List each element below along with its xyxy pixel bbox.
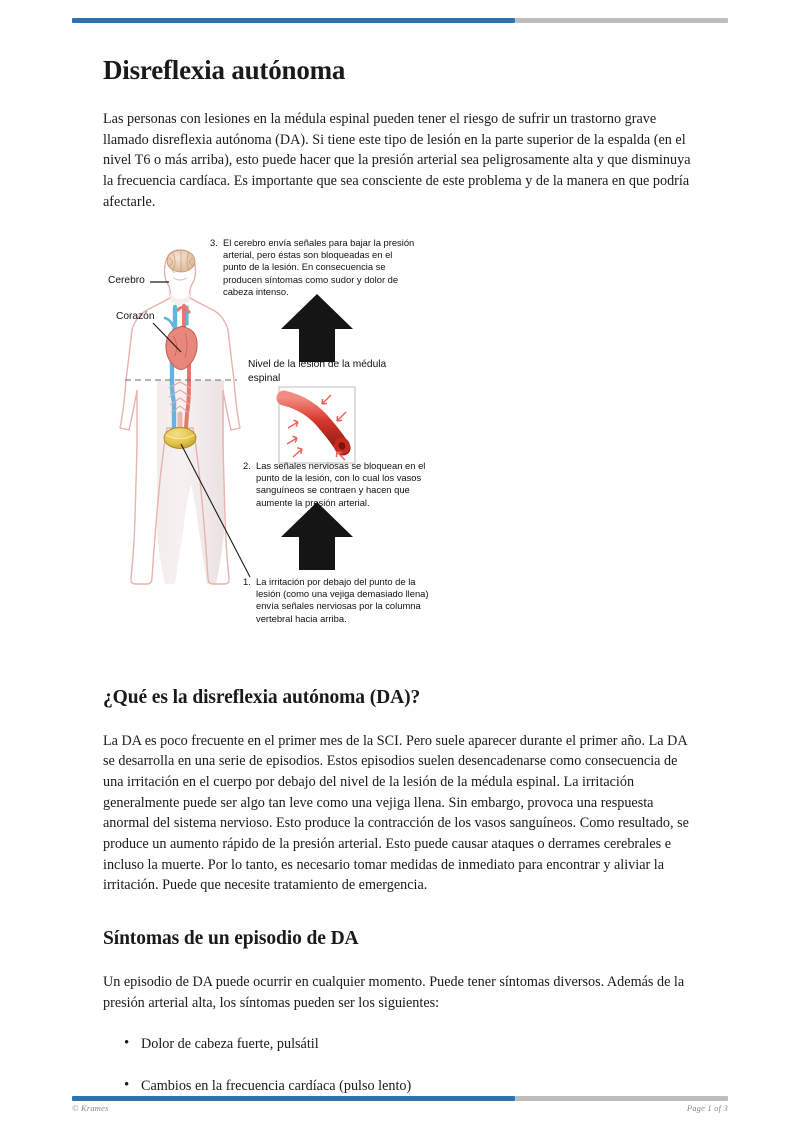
section-heading-what-is-da: ¿Qué es la disreflexia autónoma (DA)? <box>103 687 421 709</box>
figure-note-2-number: 2. <box>243 460 251 472</box>
list-item: • Cambios en la frecuencia cardíaca (pulso lento) <box>141 1076 697 1097</box>
footer-page-number: Page 1 of 3 <box>686 1103 728 1113</box>
section-paragraph-what-is-da: La DA es poco frecuente en el primer mes de la SCI. Pero suele aparecer durante el primer año. La DA se desarrolla en una serie de episodios. Estos episodios suelen desencadenarse como consecuencia de una irritación en el cuerpo por debajo del nivel de la lesión de la médula espinal. La irritación generalmente puede ser algo tan leve como una vejiga llena. Sin embargo, provoca una respuesta anormal del sistema nervioso. Esto produce la contracción de los vasos sanguíneos. Como resultado, se produce un aumento rápido de la presión arterial. Esto puede causar ataques o derrames cerebrales e incluso la muerte. Por lo tanto, es necesario tomar medidas de inmediato para encontrar y aliviar la irritación. Puede que necesite tratamiento de emergencia. <box>103 732 689 894</box>
figure-label-heart: Corazón <box>116 311 155 323</box>
figure-note-1 <box>243 576 432 624</box>
figure-note-3-number: 3. <box>210 237 218 249</box>
intro-paragraph: Las personas con lesiones en la médula espinal pueden tener el riesgo de sufrir un trastorno grave llamado disreflexia autónoma (DA). Si tiene este tipo de lesión en la parte superior de la espalda (en el nivel T6 o más arriba), esto puede hacer que la presión arterial sea peligrosamente alta y que disminuya la frecuencia cardíaca. Es importante que sea consciente de este problema y de la manera en que podría afectarle. <box>103 111 691 210</box>
symptoms-list <box>103 1034 697 1097</box>
figure-note-2 <box>243 460 436 508</box>
figure-label-injury-level: Nivel de la lesión de la médula espinal <box>248 359 387 384</box>
autonomic-dysreflexia-figure <box>103 232 697 652</box>
list-item: • Dolor de cabeza fuerte, pulsátil <box>141 1034 697 1055</box>
section-heading-symptoms: Síntomas de un episodio de DA <box>103 927 359 949</box>
arrow-up-top-icon <box>281 294 353 362</box>
figure-note-3 <box>210 237 415 297</box>
figure-note-3-text: El cerebro envía señales para bajar la presión arterial, pero éstas son bloqueadas en el punto de la lesión. En consecuencia se producen síntomas como sudor y dolor de cabeza intenso. <box>223 237 415 297</box>
arrow-up-bottom-icon <box>281 502 353 570</box>
figure-note-1-number: 1. <box>243 576 251 588</box>
footer-rule <box>72 1096 728 1101</box>
section-paragraph-symptoms: Un episodio de DA puede ocurrir en cualquier momento. Puede tener síntomas diversos. Además de la presión arterial alta, los síntomas pueden ser los siguientes: <box>103 974 685 1012</box>
footer-rule-progress <box>72 1096 515 1101</box>
figure-note-2-text: Las señales nerviosas se bloquean en el punto de la lesión, con lo cual los vasos sanguíneos se contraen y hacen que aumente la presión arterial. <box>256 460 426 508</box>
footer-copyright: © Krames <box>72 1103 109 1113</box>
figure-note-1-text: La irritación por debajo del punto de la lesión (como una vejiga demasiado llena) envía señales nerviosas por la columna vertebral hacia arriba. <box>256 576 429 624</box>
footer <box>72 1103 728 1113</box>
figure-label-brain: Cerebro <box>108 275 145 287</box>
page-content <box>103 0 697 1119</box>
page-title: Disreflexia autónoma <box>103 55 346 85</box>
footer-rule-track <box>515 1096 728 1101</box>
constricted-vessel-inset <box>279 387 355 463</box>
